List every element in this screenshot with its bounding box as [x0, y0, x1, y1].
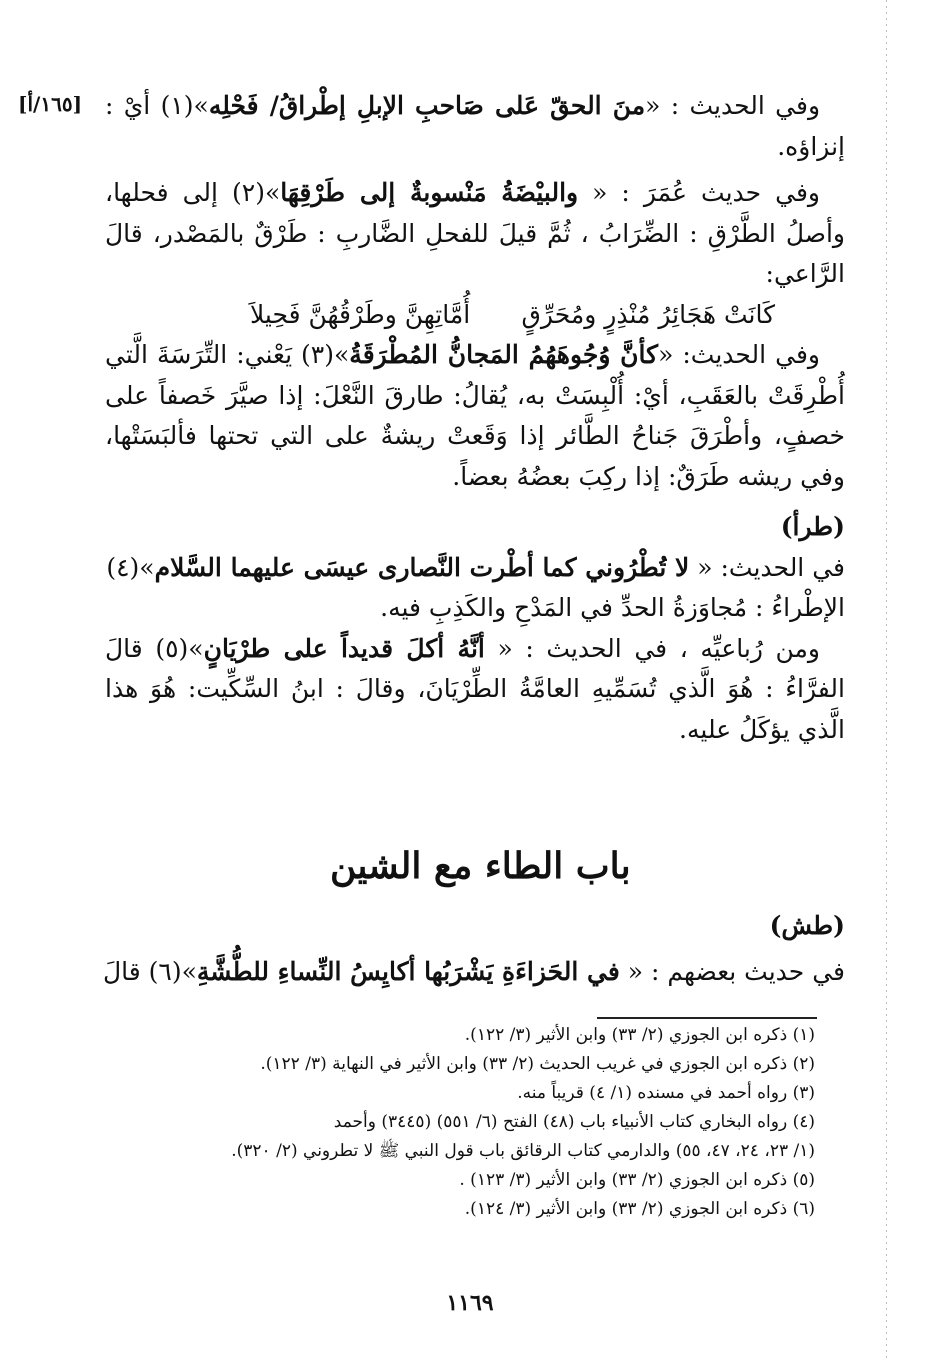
footnote: (٢) ذكره ابن الجوزي في غريب الحديث (٢/ ٣٣) وابن الأثير في النهاية (٣/ ١٢٢). — [260, 1054, 815, 1074]
footnote: (٣) رواه أحمد في مسنده (١/ ٤) قريباً منه. — [517, 1083, 815, 1103]
paragraph: في الحديث: « لا تُطْرُوني كما أطْرت النَّصارى عيسَى عليهما السَّلام»(٤) — [106, 552, 845, 582]
footnote-separator — [597, 1017, 817, 1019]
paragraph: الإطْراءُ : مُجاوَزةُ الحدِّ في المَدْحِ والكَذِبِ فيه. — [380, 593, 845, 622]
footnote: (٤) رواه البخاري كتاب الأنبياء باب (٤٨) الفتح (٦/ ٥٥١) (٣٤٤٥) وأحمد — [333, 1112, 815, 1132]
main-text — [105, 86, 845, 750]
paragraph: وفي حديث عُمَرَ : « والبيْضَةُ مَنْسوبةٌ إلى طَرْقِهَا»(٢) إلى فحلها، وأصلُ الطَّرْقِ : الضِّرَابُ ، ثُمَّ قيلَ للفحلِ الضَّاربِ : طَرْقٌ بالمَصْدر، قالَ الرَّاعي: — [105, 178, 845, 288]
chapter-title: باب الطاء مع الشين — [330, 845, 631, 887]
root-heading: (طش) — [769, 911, 845, 940]
footnote: (٦) ذكره ابن الجوزي (٢/ ٣٣) وابن الأثير (٣/ ١٢٤). — [464, 1199, 815, 1219]
paragraph: وفي الحديث : «منَ الحقّ عَلى صَاحبِ الإبلِ إطْراقُ/ فَحْلِه»(١) أيْ : إنزاؤه. — [105, 91, 845, 161]
footnote: (١) ذكره ابن الجوزي (٢/ ٣٣) وابن الأثير (٣/ ١٢٢). — [464, 1025, 815, 1045]
footnotes — [100, 1021, 815, 1224]
margin-reference: [١٦٥/أ] — [18, 92, 83, 116]
poem-hemistich-left: أُمَّاتِهِنَّ وطَرْقُهُنَّ فَحِيلاَ — [250, 299, 471, 329]
page-edge-line — [886, 0, 887, 1361]
poem-verse — [105, 295, 845, 336]
paragraph: في حديث بعضهم : « في الحَزاءَةِ يَشْرَبُها أكايِسُ النِّساءِ للطُّشَّةِ»(٦) قالَ — [102, 957, 845, 986]
footnote: (٥) ذكره ابن الجوزي (٢/ ٣٣) وابن الأثير (٣/ ١٢٣) . — [459, 1170, 815, 1190]
footnote: (١/ ٢٣، ٢٤، ٤٧، ٥٥) والدارمي كتاب الرقائق باب قول النبي ﷺ لا تطروني (٢/ ٣٢٠). — [231, 1141, 815, 1161]
section-text — [100, 903, 845, 995]
poem-hemistich-right: كَانَتْ هَجَائِرُ مُنْذِرٍ ومُحَرِّقٍ — [521, 299, 775, 329]
paragraph: ومن رُباعيِّه ، في الحديث : « أنَّهُ أكلَ قديداً على طرْيَانٍ»(٥) قالَ الفرَّاءُ : هُوَ الَّذي تُسَمِّيهِ العامَّةُ الطِّرْيَانَ، وقالَ : ابنُ السِّكِّيت: هُوَ هذا الَّذي يؤكَلُ عليه. — [105, 633, 845, 744]
root-heading: (طرأ) — [780, 512, 845, 541]
page-number: ١١٦٩ — [446, 1290, 494, 1316]
paragraph: وفي الحديث: «كأنَّ وُجُوهَهُمُ المَجانُّ المُطْرَقَةُ»(٣) يَعْني: التِّرَسَةَ الَّتي أُطْرِقَتْ بالعَقَبِ، أيْ: أُلْبِسَتْ به، يُقالُ: طارقَ النَّعْلَ: إذا صيَّرَ خَصفاً على خصفٍ، وأطْرَقَ جَناحُ الطَّائر إذا وَقَعتْ ريشةٌ على التي تحتها فألبَسَتْها، وفي ريشه طَرَقٌ: إذا ركِبَ بعضُهُ بعضاً. — [105, 340, 845, 491]
